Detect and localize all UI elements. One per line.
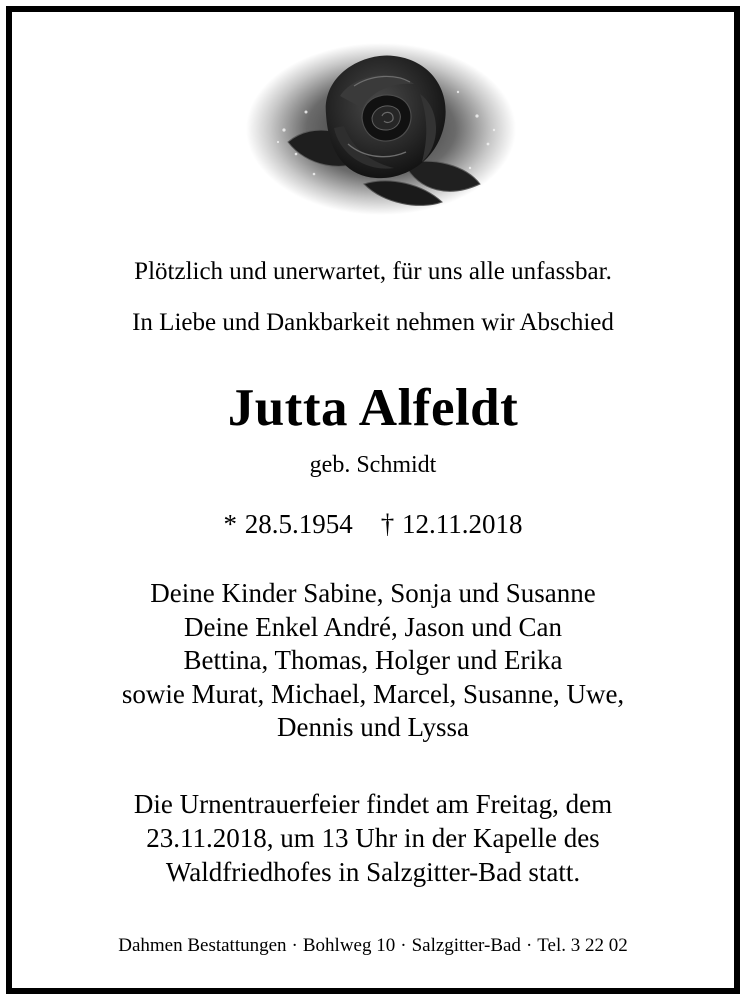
footer-company: Dahmen Bestattungen — [118, 935, 287, 956]
death-date: † 12.11.2018 — [380, 509, 523, 539]
funeral-home-footer — [12, 935, 734, 957]
birth-date: * 28.5.1954 — [223, 509, 353, 539]
footer-phone: Tel. 3 22 02 — [537, 935, 628, 956]
footer-separator: · — [525, 935, 533, 956]
mourner-line: sowie Murat, Michael, Marcel, Susanne, Uwe, — [121, 678, 625, 709]
obituary-notice — [6, 6, 740, 994]
service-line: Waldfriedhofes in Salzgitter-Bad statt. — [165, 857, 581, 887]
intro-line-1: Plötzlich und unerwartet, für uns alle unfassbar. — [134, 258, 612, 285]
footer-separator: · — [291, 935, 298, 956]
birth-name: geb. Schmidt — [309, 452, 437, 478]
service-info — [12, 787, 734, 889]
mourner-line: Dennis und Lyssa — [277, 712, 469, 742]
mourner-line: Deine Kinder Sabine, Sonja und Susanne — [150, 578, 596, 608]
rose-icon — [244, 34, 518, 220]
life-dates — [12, 509, 734, 540]
mourners-list — [12, 577, 734, 745]
mourner-line: Bettina, Thomas, Holger und Erika — [183, 645, 563, 675]
service-line: Die Urnentrauerfeier findet am Freitag, dem — [133, 789, 613, 819]
deceased-name: Jutta Alfeldt — [227, 379, 519, 437]
footer-street: Bohlweg 10 — [302, 935, 396, 956]
service-line: 23.11.2018, um 13 Uhr in der Kapelle des — [146, 823, 600, 853]
intro-line-2: In Liebe und Dankbarkeit nehmen wir Abschied — [132, 309, 614, 336]
footer-separator: · — [400, 935, 407, 956]
mourner-line: Deine Enkel André, Jason und Can — [184, 611, 562, 642]
footer-city: Salzgitter-Bad — [411, 935, 521, 956]
